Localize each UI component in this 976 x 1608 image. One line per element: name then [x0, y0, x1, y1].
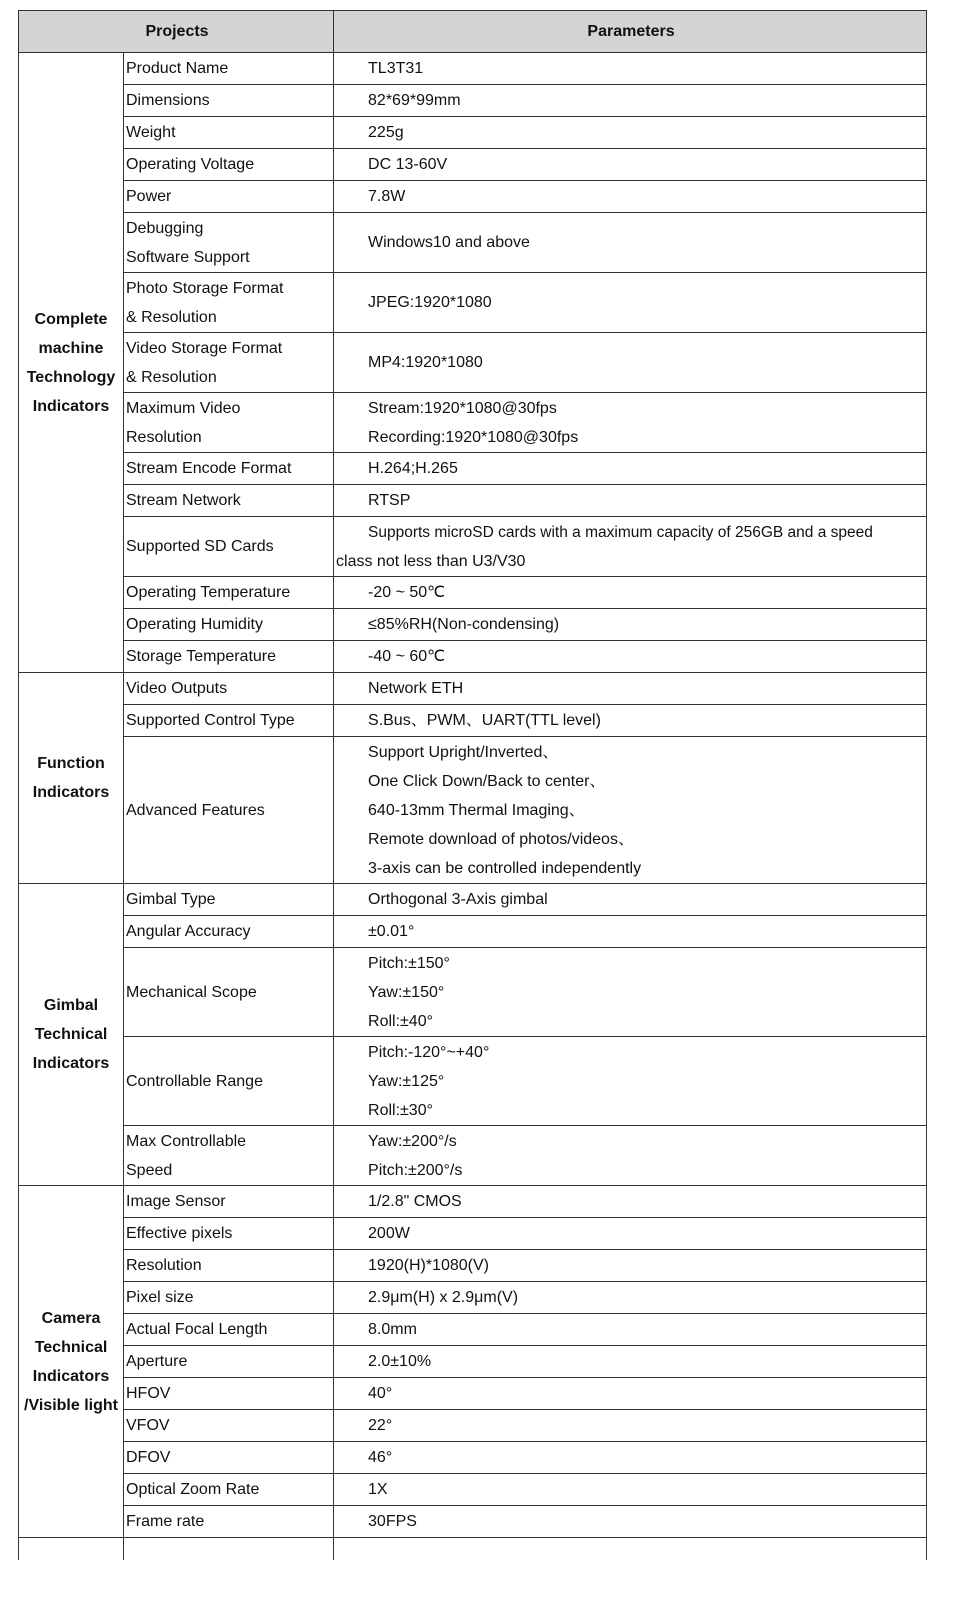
param-value-max-video-resolution — [334, 393, 927, 453]
param-name-photo-storage — [124, 273, 334, 333]
param-value-hfov: 40° — [334, 1378, 927, 1410]
param-name-line: Photo Storage Format — [126, 279, 284, 297]
param-value-dimensions: 82*69*99mm — [334, 85, 927, 117]
table-row — [19, 181, 927, 213]
spec-table — [18, 10, 927, 1560]
table-row — [19, 213, 927, 273]
group-label-line: Indicators — [32, 1055, 110, 1072]
param-name-optical-zoom-rate: Optical Zoom Rate — [124, 1474, 334, 1506]
param-name-line: & Resolution — [126, 308, 217, 326]
param-name-stream-encode-format: Stream Encode Format — [124, 453, 334, 485]
table-row — [19, 673, 927, 705]
param-value-stream-network: RTSP — [334, 485, 927, 517]
param-name-actual-focal-length: Actual Focal Length — [124, 1314, 334, 1346]
param-name-line: Video Storage Format — [126, 339, 283, 357]
param-value-angular-accuracy: ±0.01° — [334, 916, 927, 948]
group-function — [19, 673, 124, 884]
table-row — [19, 609, 927, 641]
param-value-line: Yaw:±150° — [368, 983, 445, 1001]
table-row — [19, 1126, 927, 1186]
param-name-supported-sd-cards: Supported SD Cards — [124, 517, 334, 577]
group-camera — [19, 1186, 124, 1538]
table-row — [19, 1506, 927, 1538]
param-value-line: Pitch:±200°/s — [368, 1161, 463, 1179]
param-value-line: Supports microSD cards with a maximum capacity of 256GB and a speed — [368, 523, 873, 541]
param-value-aperture: 2.0±10% — [334, 1346, 927, 1378]
param-value-image-sensor: 1/2.8" CMOS — [334, 1186, 927, 1218]
param-value-power: 7.8W — [334, 181, 927, 213]
param-value-line: Yaw:±200°/s — [368, 1132, 457, 1150]
cut-off-cell — [124, 1538, 334, 1561]
param-value-operating-temperature: -20 ~ 50℃ — [334, 577, 927, 609]
param-value-line: Pitch:-120°~+40° — [368, 1043, 490, 1061]
group-gimbal — [19, 884, 124, 1186]
param-name-operating-voltage: Operating Voltage — [124, 149, 334, 181]
table-row — [19, 333, 927, 393]
table-row — [19, 916, 927, 948]
param-value-dfov: 46° — [334, 1442, 927, 1474]
param-name-resolution: Resolution — [124, 1250, 334, 1282]
group-label-line: Function — [37, 755, 105, 772]
param-value-advanced-features — [334, 737, 927, 884]
param-name-controllable-range: Controllable Range — [124, 1037, 334, 1126]
param-value-line: 3-axis can be controlled independently — [368, 859, 642, 877]
header-row — [19, 11, 927, 53]
group-label-line: Indicators — [32, 397, 110, 415]
param-name-pixel-size: Pixel size — [124, 1282, 334, 1314]
param-value-line: class not less than U3/V30 — [336, 552, 526, 570]
group-label-line: Gimbal — [43, 997, 99, 1014]
group-label-line: Complete — [34, 310, 108, 328]
param-name-image-sensor: Image Sensor — [124, 1186, 334, 1218]
group-label-line: Camera — [41, 1309, 101, 1327]
param-value-line: Remote download of photos/videos、 — [368, 830, 634, 848]
table-row — [19, 1186, 927, 1218]
param-value-photo-storage: JPEG:1920*1080 — [334, 273, 927, 333]
param-value-line: Yaw:±125° — [368, 1072, 445, 1090]
param-value-supported-sd-cards — [334, 517, 927, 577]
table-row — [19, 1218, 927, 1250]
param-value-line: 640-13mm Thermal Imaging、 — [368, 801, 585, 819]
param-value-gimbal-type: Orthogonal 3-Axis gimbal — [334, 884, 927, 916]
group-label-line: Indicators — [32, 784, 110, 801]
param-name-product-name: Product Name — [124, 53, 334, 85]
param-name-line: & Resolution — [126, 368, 217, 386]
table-row — [19, 641, 927, 673]
param-value-storage-temperature: -40 ~ 60℃ — [334, 641, 927, 673]
group-label-line: Technology — [26, 368, 116, 386]
table-row — [19, 517, 927, 577]
param-name-video-outputs: Video Outputs — [124, 673, 334, 705]
table-row — [19, 577, 927, 609]
group-label-line: machine — [38, 339, 104, 357]
param-value-vfov: 22° — [334, 1410, 927, 1442]
table-row — [19, 737, 927, 884]
param-name-max-controllable-speed — [124, 1126, 334, 1186]
param-value-line: One Click Down/Back to center、 — [368, 772, 606, 790]
param-name-line: Resolution — [126, 428, 202, 446]
param-value-actual-focal-length: 8.0mm — [334, 1314, 927, 1346]
group-label-line: /Visible light — [24, 1396, 118, 1414]
param-name-power: Power — [124, 181, 334, 213]
table-row — [19, 453, 927, 485]
param-name-line: Speed — [126, 1161, 173, 1179]
table-row — [19, 948, 927, 1037]
param-value-frame-rate: 30FPS — [334, 1506, 927, 1538]
param-name-line: Max Controllable — [126, 1132, 247, 1150]
param-value-stream-encode-format: H.264;H.265 — [334, 453, 927, 485]
table-row — [19, 1410, 927, 1442]
param-name-stream-network: Stream Network — [124, 485, 334, 517]
group-complete-machine — [19, 53, 124, 673]
table-row — [19, 1474, 927, 1506]
param-name-storage-temperature: Storage Temperature — [124, 641, 334, 673]
table-row — [19, 149, 927, 181]
table-row — [19, 393, 927, 453]
param-value-resolution: 1920(H)*1080(V) — [334, 1250, 927, 1282]
table-row — [19, 1314, 927, 1346]
param-name-supported-control-type: Supported Control Type — [124, 705, 334, 737]
param-name-angular-accuracy: Angular Accuracy — [124, 916, 334, 948]
param-value-optical-zoom-rate: 1X — [334, 1474, 927, 1506]
cut-off-cell — [19, 1538, 124, 1561]
table-row — [19, 1378, 927, 1410]
cut-off-cell — [334, 1538, 927, 1561]
param-name-frame-rate: Frame rate — [124, 1506, 334, 1538]
table-row — [19, 273, 927, 333]
spec-table-wrapper — [18, 10, 927, 1560]
param-name-operating-temperature: Operating Temperature — [124, 577, 334, 609]
param-name-video-storage — [124, 333, 334, 393]
table-row — [19, 1442, 927, 1474]
param-value-max-controllable-speed — [334, 1126, 927, 1186]
param-name-hfov: HFOV — [124, 1378, 334, 1410]
param-name-max-video-resolution — [124, 393, 334, 453]
param-value-controllable-range — [334, 1037, 927, 1126]
param-name-operating-humidity: Operating Humidity — [124, 609, 334, 641]
param-value-operating-humidity: ≤85%RH(Non-condensing) — [334, 609, 927, 641]
param-value-line: Stream:1920*1080@30fps — [368, 399, 557, 417]
table-row — [19, 1282, 927, 1314]
param-name-effective-pixels: Effective pixels — [124, 1218, 334, 1250]
param-name-gimbal-type: Gimbal Type — [124, 884, 334, 916]
param-value-line: Roll:±30° — [368, 1101, 433, 1119]
table-row — [19, 53, 927, 85]
param-name-advanced-features: Advanced Features — [124, 737, 334, 884]
projects-header: Projects — [19, 11, 334, 53]
param-value-operating-voltage: DC 13-60V — [334, 149, 927, 181]
param-value-supported-control-type: S.Bus、PWM、UART(TTL level) — [334, 705, 927, 737]
table-row — [19, 1037, 927, 1126]
table-row — [19, 705, 927, 737]
table-row — [19, 485, 927, 517]
param-name-aperture: Aperture — [124, 1346, 334, 1378]
param-value-product-name: TL3T31 — [334, 53, 927, 85]
group-label-line: Technical — [34, 1338, 108, 1356]
table-row-cut-off — [19, 1538, 927, 1561]
param-value-line: Recording:1920*1080@30fps — [368, 428, 579, 446]
param-value-line: Roll:±40° — [368, 1012, 433, 1030]
table-row — [19, 85, 927, 117]
param-name-debugging — [124, 213, 334, 273]
table-row — [19, 884, 927, 916]
param-name-mechanical-scope: Mechanical Scope — [124, 948, 334, 1037]
param-value-line: Support Upright/Inverted、 — [368, 743, 559, 761]
param-value-video-outputs: Network ETH — [334, 673, 927, 705]
param-name-line: Maximum Video — [126, 399, 241, 417]
param-value-weight: 225g — [334, 117, 927, 149]
group-label-line: Indicators — [32, 1367, 110, 1385]
group-label-line: Technical — [34, 1026, 108, 1043]
param-value-effective-pixels: 200W — [334, 1218, 927, 1250]
param-value-video-storage: MP4:1920*1080 — [334, 333, 927, 393]
table-row — [19, 1250, 927, 1282]
parameters-header: Parameters — [334, 11, 927, 53]
param-value-line: Pitch:±150° — [368, 954, 450, 972]
param-name-weight: Weight — [124, 117, 334, 149]
param-value-mechanical-scope — [334, 948, 927, 1037]
param-name-dimensions: Dimensions — [124, 85, 334, 117]
param-name-vfov: VFOV — [124, 1410, 334, 1442]
param-name-line: Debugging — [126, 219, 204, 237]
param-value-debugging: Windows10 and above — [334, 213, 927, 273]
table-row — [19, 1346, 927, 1378]
table-row — [19, 117, 927, 149]
param-name-line: Software Support — [126, 248, 250, 266]
param-name-dfov: DFOV — [124, 1442, 334, 1474]
param-value-pixel-size: 2.9μm(H) x 2.9μm(V) — [334, 1282, 927, 1314]
